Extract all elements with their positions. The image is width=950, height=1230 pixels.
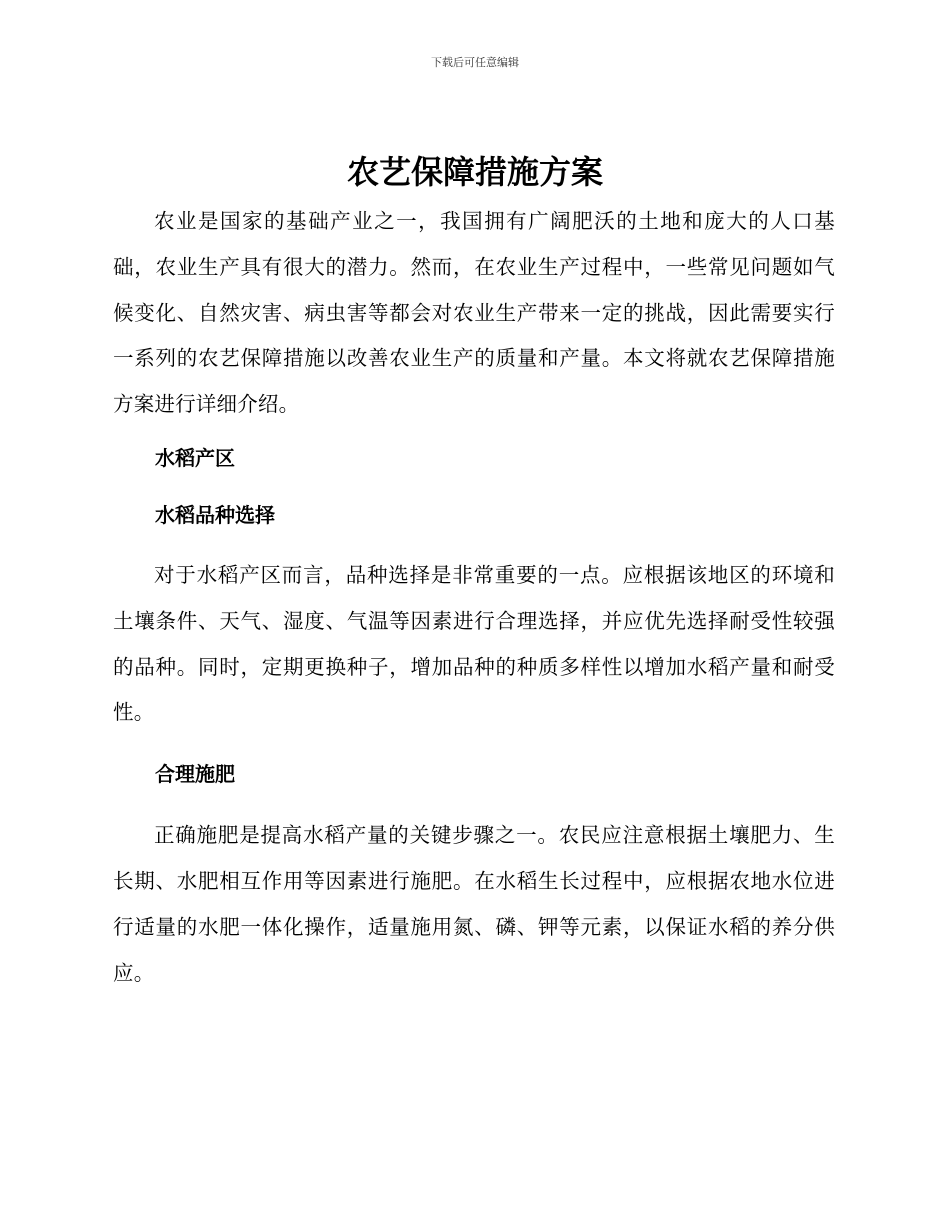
subsection-heading-fertilizing: 合理施肥 [155,762,235,787]
section-heading: 水稻产区 [155,445,235,470]
fertilizing-paragraph: 正确施肥是提高水稻产量的关键步骤之一。农民应注意根据土壤肥力、生长期、水肥相互作用等因素进行施肥。在水稻生长过程中，应根据农地水位进行适量的水肥一体化操作，适量施用氮、磷、钾等元素，以保证水稻的养分供应。 [113,823,835,985]
document-body [113,199,835,996]
intro-paragraph: 农业是国家的基础产业之一，我国拥有广阔肥沃的土地和庞大的人口基础，农业生产具有很大的潜力。然而，在农业生产过程中，一些常见问题如气候变化、自然灾害、病虫害等都会对农业生产带来一定的挑战，因此需要实行一系列的农艺保障措施以改善农业生产的质量和产量。本文将就农艺保障措施方案进行详细介绍。 [113,209,835,417]
header-note: 下载后可任意编辑 [431,56,519,69]
document-title: 农艺保障措施方案 [346,153,603,191]
subsection-heading-variety: 水稻品种选择 [155,502,275,527]
variety-paragraph: 对于水稻产区而言，品种选择是非常重要的一点。应根据该地区的环境和土壤条件、天气、湿度、气温等因素进行合理选择，并应优先选择耐受性较强的品种。同时，定期更换种子，增加品种的种质多样性以增加水稻产量和耐受性。 [113,562,835,725]
